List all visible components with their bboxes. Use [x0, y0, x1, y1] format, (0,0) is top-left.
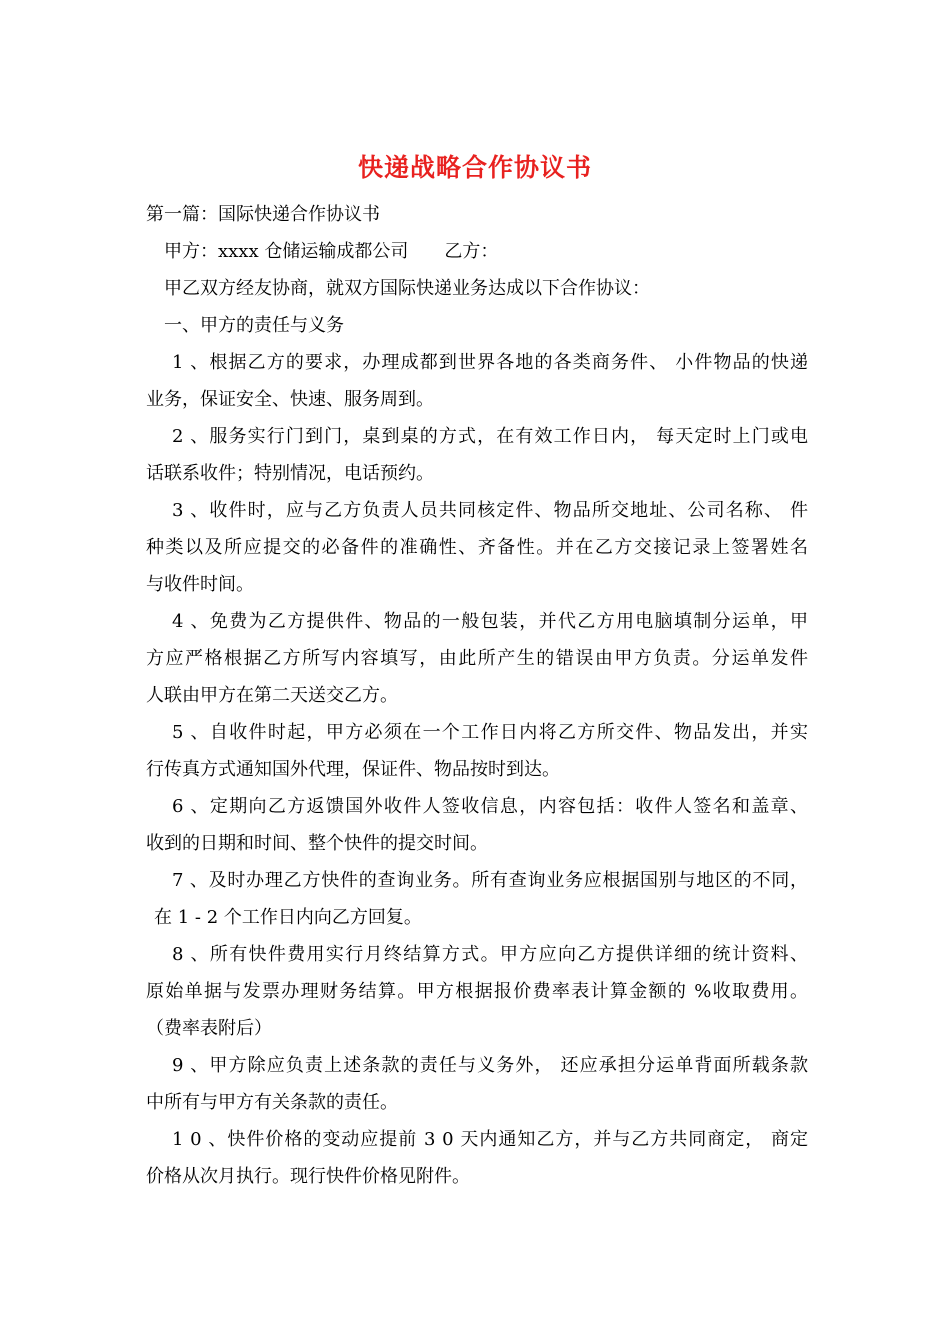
text-line: 行传真方式通知国外代理，保证件、物品按时到达。 — [146, 759, 560, 780]
text-line: 甲乙双方经友协商，就双方国际快递业务达成以下合作协议： — [164, 278, 650, 299]
text-line: 与收件时间。 — [146, 574, 254, 595]
document-body — [146, 196, 808, 1195]
text-line: 中所有与甲方有关条款的责任。 — [146, 1092, 398, 1113]
text-line: 方应严格根据乙方所写内容填写，由此所产生的错误由甲方负责。分运单发件 — [146, 648, 808, 669]
text-line: 6 、定期向乙方返馈国外收件人签收信息，内容包括：收件人签名和盖章、 — [172, 796, 808, 817]
text-line: 业务，保证安全、快速、服务周到。 — [146, 389, 434, 410]
text-line: 3 、收件时，应与乙方负责人员共同核定件、物品所交地址、公司名称、 件 — [172, 500, 808, 521]
text-line: 9 、甲方除应负责上述条款的责任与义务外， 还应承担分运单背面所载条款 — [172, 1055, 808, 1076]
text-line: 收到的日期和时间、整个快件的提交时间。 — [146, 833, 488, 854]
text-line: 人联由甲方在第二天送交乙方。 — [146, 685, 398, 706]
text-line: 甲方：xxxx 仓储运输成都公司 乙方： — [164, 241, 499, 262]
text-line: 4 、免费为乙方提供件、物品的一般包装，并代乙方用电脑填制分运单，甲 — [172, 611, 808, 632]
text-line: 1 0 、快件价格的变动应提前 3 0 天内通知乙方，并与乙方共同商定， 商定 — [172, 1129, 808, 1150]
text-line: 5 、自收件时起，甲方必须在一个工作日内将乙方所交件、物品发出，并实 — [172, 722, 808, 743]
text-line: 8 、所有快件费用实行月终结算方式。甲方应向乙方提供详细的统计资料、 — [172, 944, 808, 965]
text-line: （费率表附后） — [146, 1018, 272, 1039]
text-line: 一、甲方的责任与义务 — [164, 315, 344, 336]
text-line: 2 、服务实行门到门，桌到桌的方式，在有效工作日内， 每天定时上门或电 — [172, 426, 808, 447]
text-line: 原始单据与发票办理财务结算。甲方根据报价费率表计算金额的 %收取费用。 — [146, 981, 808, 1002]
text-line: 话联系收件；特别情况，电话预约。 — [146, 463, 434, 484]
text-line: 第一篇：国际快递合作协议书 — [146, 204, 380, 225]
text-line: 7 、及时办理乙方快件的查询业务。所有查询业务应根据国别与地区的不同， — [172, 870, 808, 891]
document-title: 快递战略合作协议书 — [357, 153, 592, 182]
text-line: 在 1 - 2 个工作日内向乙方回复。 — [154, 907, 422, 928]
text-line: 价格从次月执行。现行快件价格见附件。 — [146, 1166, 470, 1187]
text-line: 1 、根据乙方的要求，办理成都到世界各地的各类商务件、 小件物品的快递 — [172, 352, 808, 373]
text-line: 种类以及所应提交的必备件的准确性、齐备性。并在乙方交接记录上签署姓名 — [146, 537, 808, 558]
